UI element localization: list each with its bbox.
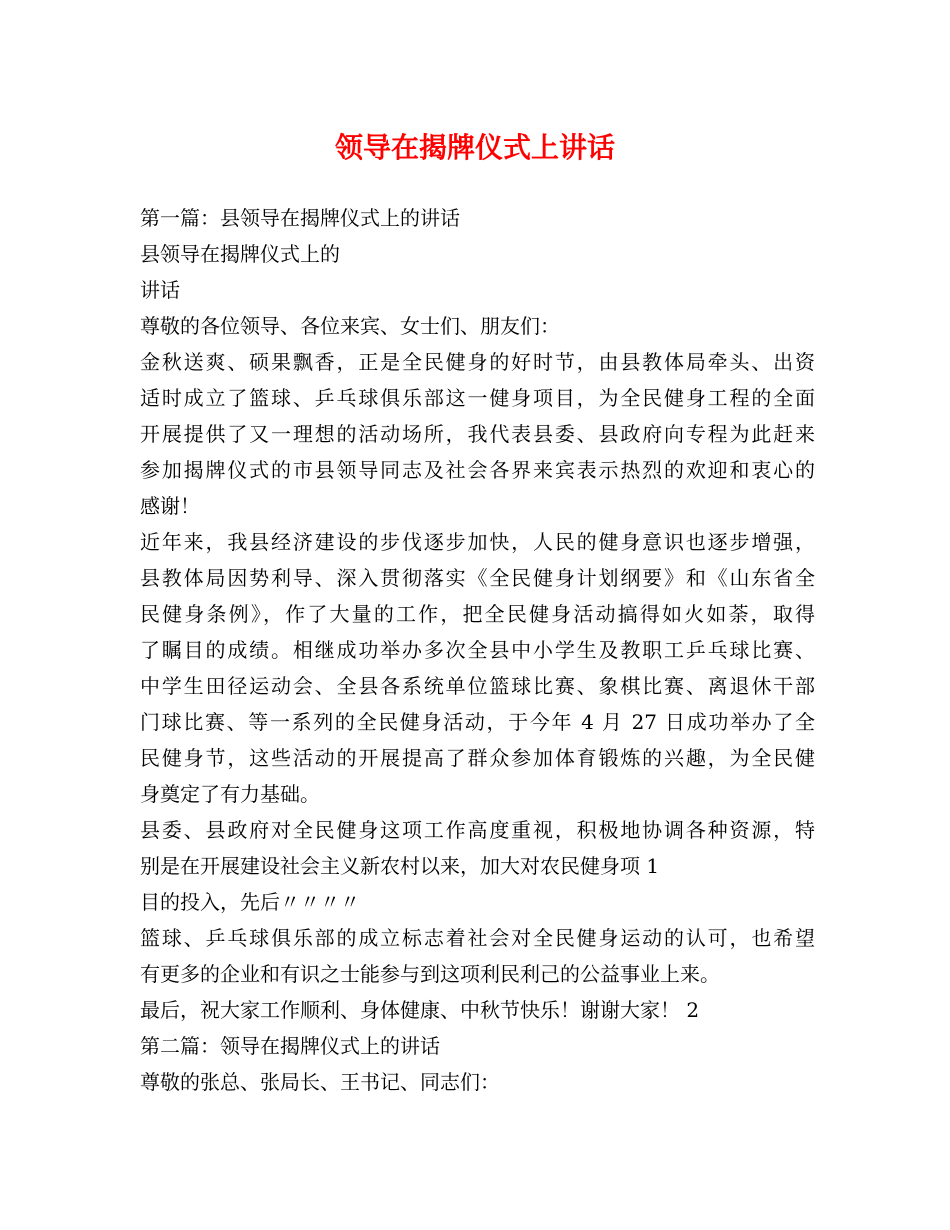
text-line: 适时成立了篮球、乒乓球俱乐部这一健身项目，为全民健身工程的全面 xyxy=(140,386,815,410)
text-line: 中学生田径运动会、全县各系统单位篮球比赛、象棋比赛、离退休干部 xyxy=(140,674,815,698)
text-line: 感谢！ xyxy=(140,494,200,518)
text-line: 目的投入，先后〃〃〃〃 xyxy=(140,890,360,914)
text-line: 县教体局因势利导、深入贯彻落实《全民健身计划纲要》和《山东省全 xyxy=(140,566,815,590)
text-line: 民健身条例》，作了大量的工作，把全民健身活动搞得如火如荼，取得 xyxy=(140,602,815,626)
document-title: 领导在揭牌仪式上讲话 xyxy=(334,131,615,164)
text-line: 尊敬的各位领导、各位来宾、女士们、朋友们： xyxy=(140,314,560,338)
text-line: 近年来，我县经济建设的步伐逐步加快，人民的健身意识也逐步增强， xyxy=(140,530,815,554)
text-line: 篮球、乒乓球俱乐部的成立标志着社会对全民健身运动的认可，也希望 xyxy=(140,926,815,950)
text-line: 参加揭牌仪式的市县领导同志及社会各界来宾表示热烈的欢迎和衷心的 xyxy=(140,458,815,482)
text-line: 讲话 xyxy=(140,278,180,302)
text-line: 县领导在揭牌仪式上的 xyxy=(140,242,340,266)
text-line: 第一篇：县领导在揭牌仪式上的讲话 xyxy=(140,206,460,230)
text-line: 门球比赛、等一系列的全民健身活动，于今年 4 月 27 日成功举办了全 xyxy=(140,710,815,734)
text-line: 最后，祝大家工作顺利、身体健康、中秋节快乐！谢谢大家！ 2 xyxy=(140,998,700,1022)
text-line: 了瞩目的成绩。相继成功举办多次全县中小学生及教职工乒乓球比赛、 xyxy=(140,638,815,662)
text-line: 有更多的企业和有识之士能参与到这项利民利己的公益事业上来。 xyxy=(140,962,720,986)
text-line: 开展提供了又一理想的活动场所，我代表县委、县政府向专程为此赶来 xyxy=(140,422,815,446)
text-line: 县委、县政府对全民健身这项工作高度重视，积极地协调各种资源，特 xyxy=(140,818,815,842)
text-line: 金秋送爽、硕果飘香，正是全民健身的好时节，由县教体局牵头、出资 xyxy=(140,350,815,374)
text-line: 第二篇：领导在揭牌仪式上的讲话 xyxy=(140,1034,440,1058)
text-line: 身奠定了有力基础。 xyxy=(140,782,320,806)
text-line: 别是在开展建设社会主义新农村以来，加大对农民健身项 1 xyxy=(140,854,660,878)
text-line: 民健身节，这些活动的开展提高了群众参加体育锻炼的兴趣，为全民健 xyxy=(140,746,815,770)
document-body xyxy=(140,200,815,1100)
text-line: 尊敬的张总、张局长、王书记、同志们： xyxy=(140,1070,500,1094)
